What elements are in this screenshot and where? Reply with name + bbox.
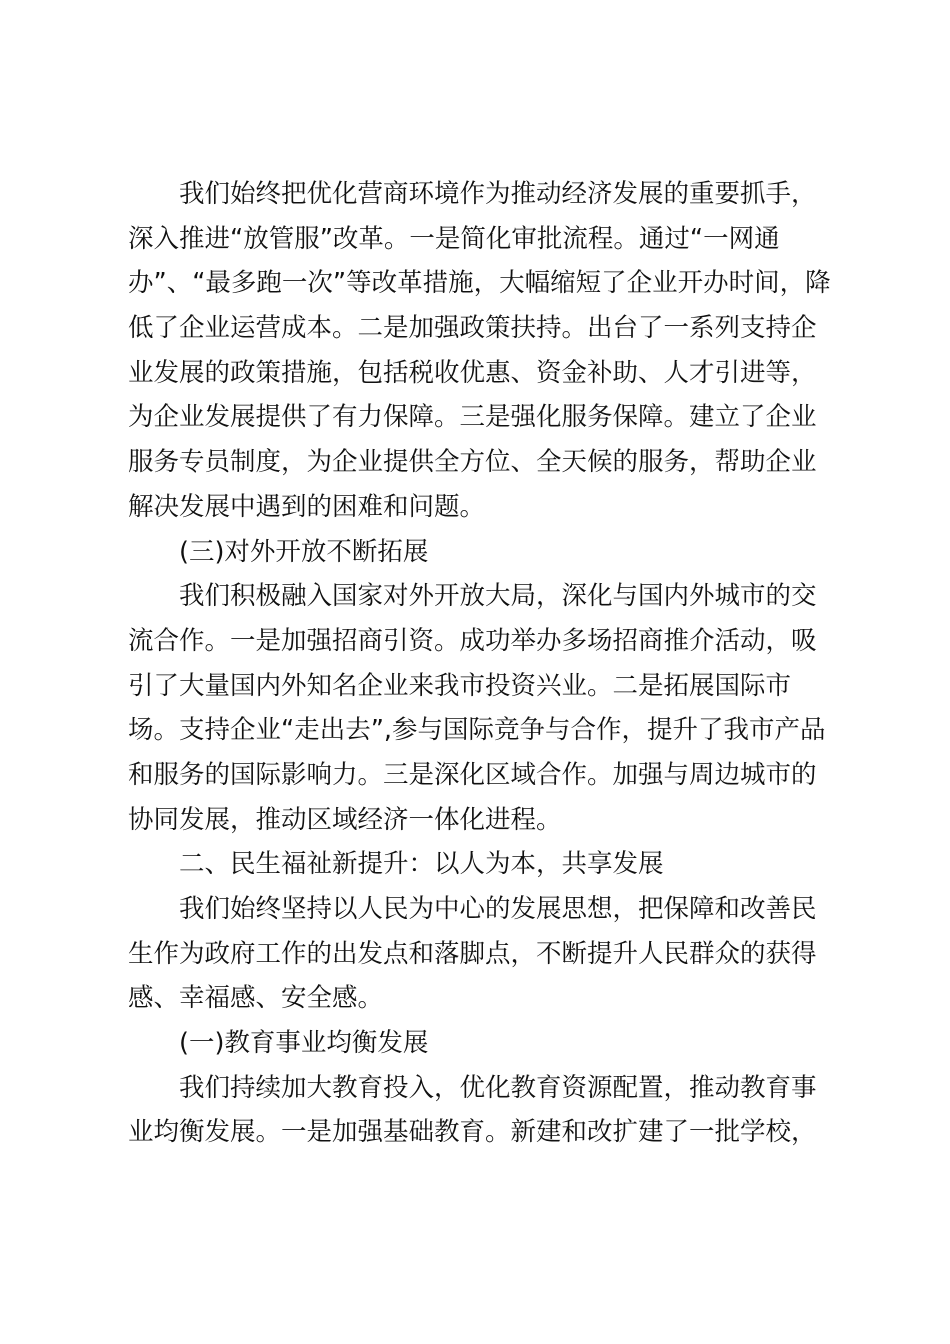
text-line: 业发展的政策措施，包括税收优惠、资金补助、人才引进等， [128,357,817,388]
document-body [128,172,832,1155]
text-line: 办”、“最多跑一次”等改革措施，大幅缩短了企业开办时间，降 [128,268,831,299]
text-line: 引了大量国内外知名企业来我市投资兴业。二是拓展国际市 [128,670,792,701]
section-heading: (一)教育事业均衡发展 [179,1028,429,1059]
text-line: 和服务的国际影响力。三是深化区域合作。加强与周边城市的 [128,759,817,790]
text-line: 我们积极融入国家对外开放大局，深化与国内外城市的交 [179,581,817,612]
text-line: 我们持续加大教育投入，优化教育资源配置，推动教育事 [179,1072,817,1103]
chapter-heading: 二、民生福祉新提升：以人为本，共享发展 [179,849,664,880]
text-line: 协同发展，推动区域经济一体化进程。 [128,804,562,835]
text-line: 为企业发展提供了有力保障。三是强化服务保障。建立了企业 [128,402,817,433]
section-heading: (三)对外开放不断拓展 [179,536,429,567]
text-line: 低了企业运营成本。二是加强政策扶持。出台了一系列支持企 [128,313,817,344]
text-line: 我们始终把优化营商环境作为推动经济发展的重要抓手， [179,179,817,209]
text-line: 流合作。一是加强招商引资。成功举办多场招商推介活动，吸 [128,625,817,656]
text-line: 业均衡发展。一是加强基础教育。新建和改扩建了一批学校， [128,1117,817,1148]
text-line: 场。支持企业“走出去”,参与国际竞争与合作，提升了我市产品 [128,715,826,746]
text-line: 感、幸福感、安全感。 [128,983,384,1014]
text-line: 生作为政府工作的出发点和落脚点，不断提升人民群众的获得 [128,938,817,969]
text-line: 深入推进“放管服”改革。一是简化审批流程。通过“一网通 [128,223,780,254]
text-line: 服务专员制度，为企业提供全方位、全天候的服务，帮助企业 [128,447,817,478]
text-line: 我们始终坚持以人民为中心的发展思想，把保障和改善民 [179,894,817,924]
text-line: 解决发展中遇到的困难和问题。 [128,491,486,522]
